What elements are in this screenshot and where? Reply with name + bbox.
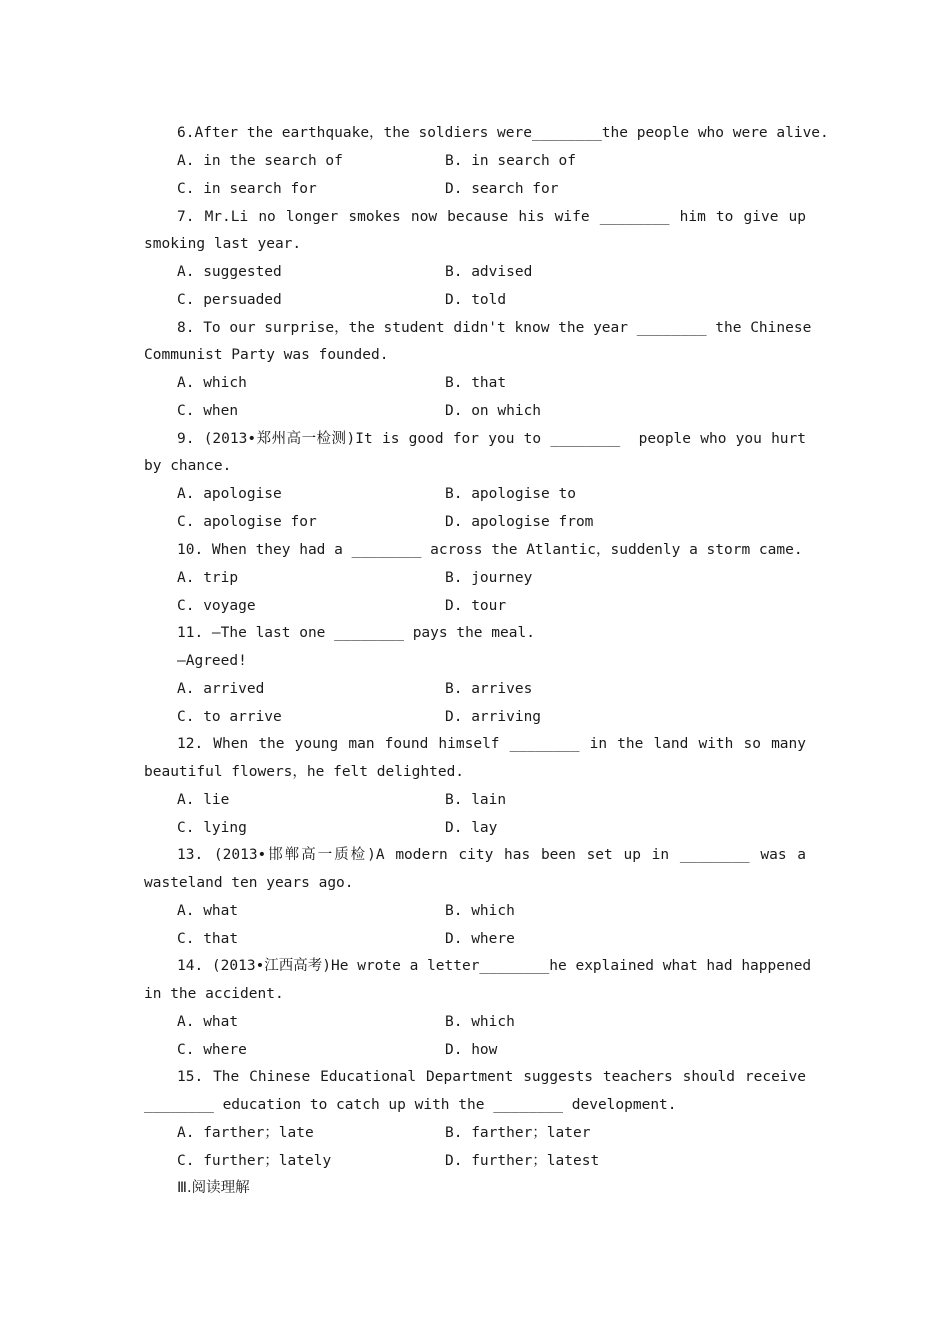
question-7-option-c: C. persuaded bbox=[177, 292, 282, 308]
question-15-option-a: A. farther；late bbox=[177, 1125, 314, 1141]
question-11-reply: —Agreed! bbox=[177, 653, 247, 669]
question-8-stem: 8. To our surprise，the student didn't know the year ________ the Chinese bbox=[177, 320, 812, 336]
question-6-option-d: D. search for bbox=[445, 181, 559, 197]
question-14-option-b: B. which bbox=[445, 1014, 515, 1030]
question-13-option-a: A. what bbox=[177, 903, 239, 919]
question-14-option-c: C. where bbox=[177, 1042, 247, 1058]
question-7-option-b: B. advised bbox=[445, 264, 533, 280]
question-11-option-b: B. arrives bbox=[445, 681, 533, 697]
question-12-option-d: D. lay bbox=[445, 820, 498, 836]
question-6-option-b: B. in search of bbox=[445, 153, 576, 169]
question-9-option-d: D. apologise from bbox=[445, 514, 594, 530]
question-11-stem: 11. —The last one ________ pays the meal. bbox=[177, 625, 535, 641]
question-7-stem-continued: smoking last year. bbox=[144, 236, 302, 252]
question-9-option-a: A. apologise bbox=[177, 486, 282, 502]
question-12-option-b: B. lain bbox=[445, 792, 507, 808]
question-9-option-b: B. apologise to bbox=[445, 486, 576, 502]
question-12-stem-continued: beautiful flowers，he felt delighted. bbox=[144, 764, 465, 780]
question-15-option-b: B. farther；later bbox=[445, 1125, 591, 1141]
question-12-stem: 12. When the young man found himself ________ in the land with so many bbox=[177, 736, 806, 752]
question-9-option-c: C. apologise for bbox=[177, 514, 317, 530]
section-heading-reading: Ⅲ.阅读理解 bbox=[177, 1180, 250, 1196]
question-13-option-d: D. where bbox=[445, 931, 515, 947]
question-6-option-c: C. in search for bbox=[177, 181, 317, 197]
question-8-stem-continued: Communist Party was founded. bbox=[144, 347, 389, 363]
question-15-stem-continued: ________ education to catch up with the ________ development. bbox=[144, 1097, 677, 1113]
question-11-option-c: C. to arrive bbox=[177, 709, 282, 725]
question-13-stem-continued: wasteland ten years ago. bbox=[144, 875, 354, 891]
question-13-option-c: C. that bbox=[177, 931, 239, 947]
question-15-option-c: C. further；lately bbox=[177, 1153, 332, 1169]
question-8-option-b: B. that bbox=[445, 375, 507, 391]
question-11-option-a: A. arrived bbox=[177, 681, 265, 697]
question-6-stem: 6.After the earthquake，the soldiers were________the people who were alive. bbox=[177, 125, 829, 141]
question-13-stem: 13. (2013•邯郸高一质检)A modern city has been set up in ________ was a bbox=[177, 847, 806, 863]
question-12-option-a: A. lie bbox=[177, 792, 230, 808]
question-10-option-d: D. tour bbox=[445, 598, 507, 614]
question-9-stem: 9. (2013•郑州高一检测)It is good for you to ________ people who you hurt bbox=[177, 431, 806, 447]
question-6-option-a: A. in the search of bbox=[177, 153, 343, 169]
question-12-option-c: C. lying bbox=[177, 820, 247, 836]
question-9-stem-continued: by chance. bbox=[144, 458, 232, 474]
question-14-option-a: A. what bbox=[177, 1014, 239, 1030]
question-8-option-d: D. on which bbox=[445, 403, 542, 419]
question-7-stem: 7. Mr.Li no longer smokes now because his wife ________ him to give up bbox=[177, 209, 806, 225]
question-10-stem: 10. When they had a ________ across the Atlantic，suddenly a storm came. bbox=[177, 542, 803, 558]
question-14-stem: 14. (2013•江西高考)He wrote a letter________he explained what had happened bbox=[177, 958, 812, 974]
question-7-option-a: A. suggested bbox=[177, 264, 282, 280]
question-11-option-d: D. arriving bbox=[445, 709, 542, 725]
question-14-stem-continued: in the accident. bbox=[144, 986, 284, 1002]
question-15-stem: 15. The Chinese Educational Department suggests teachers should receive bbox=[177, 1069, 806, 1085]
question-10-option-a: A. trip bbox=[177, 570, 239, 586]
question-8-option-a: A. which bbox=[177, 375, 247, 391]
question-10-option-b: B. journey bbox=[445, 570, 533, 586]
question-15-option-d: D. further；latest bbox=[445, 1153, 600, 1169]
question-8-option-c: C. when bbox=[177, 403, 239, 419]
question-7-option-d: D. told bbox=[445, 292, 507, 308]
question-13-option-b: B. which bbox=[445, 903, 515, 919]
question-14-option-d: D. how bbox=[445, 1042, 498, 1058]
question-10-option-c: C. voyage bbox=[177, 598, 256, 614]
